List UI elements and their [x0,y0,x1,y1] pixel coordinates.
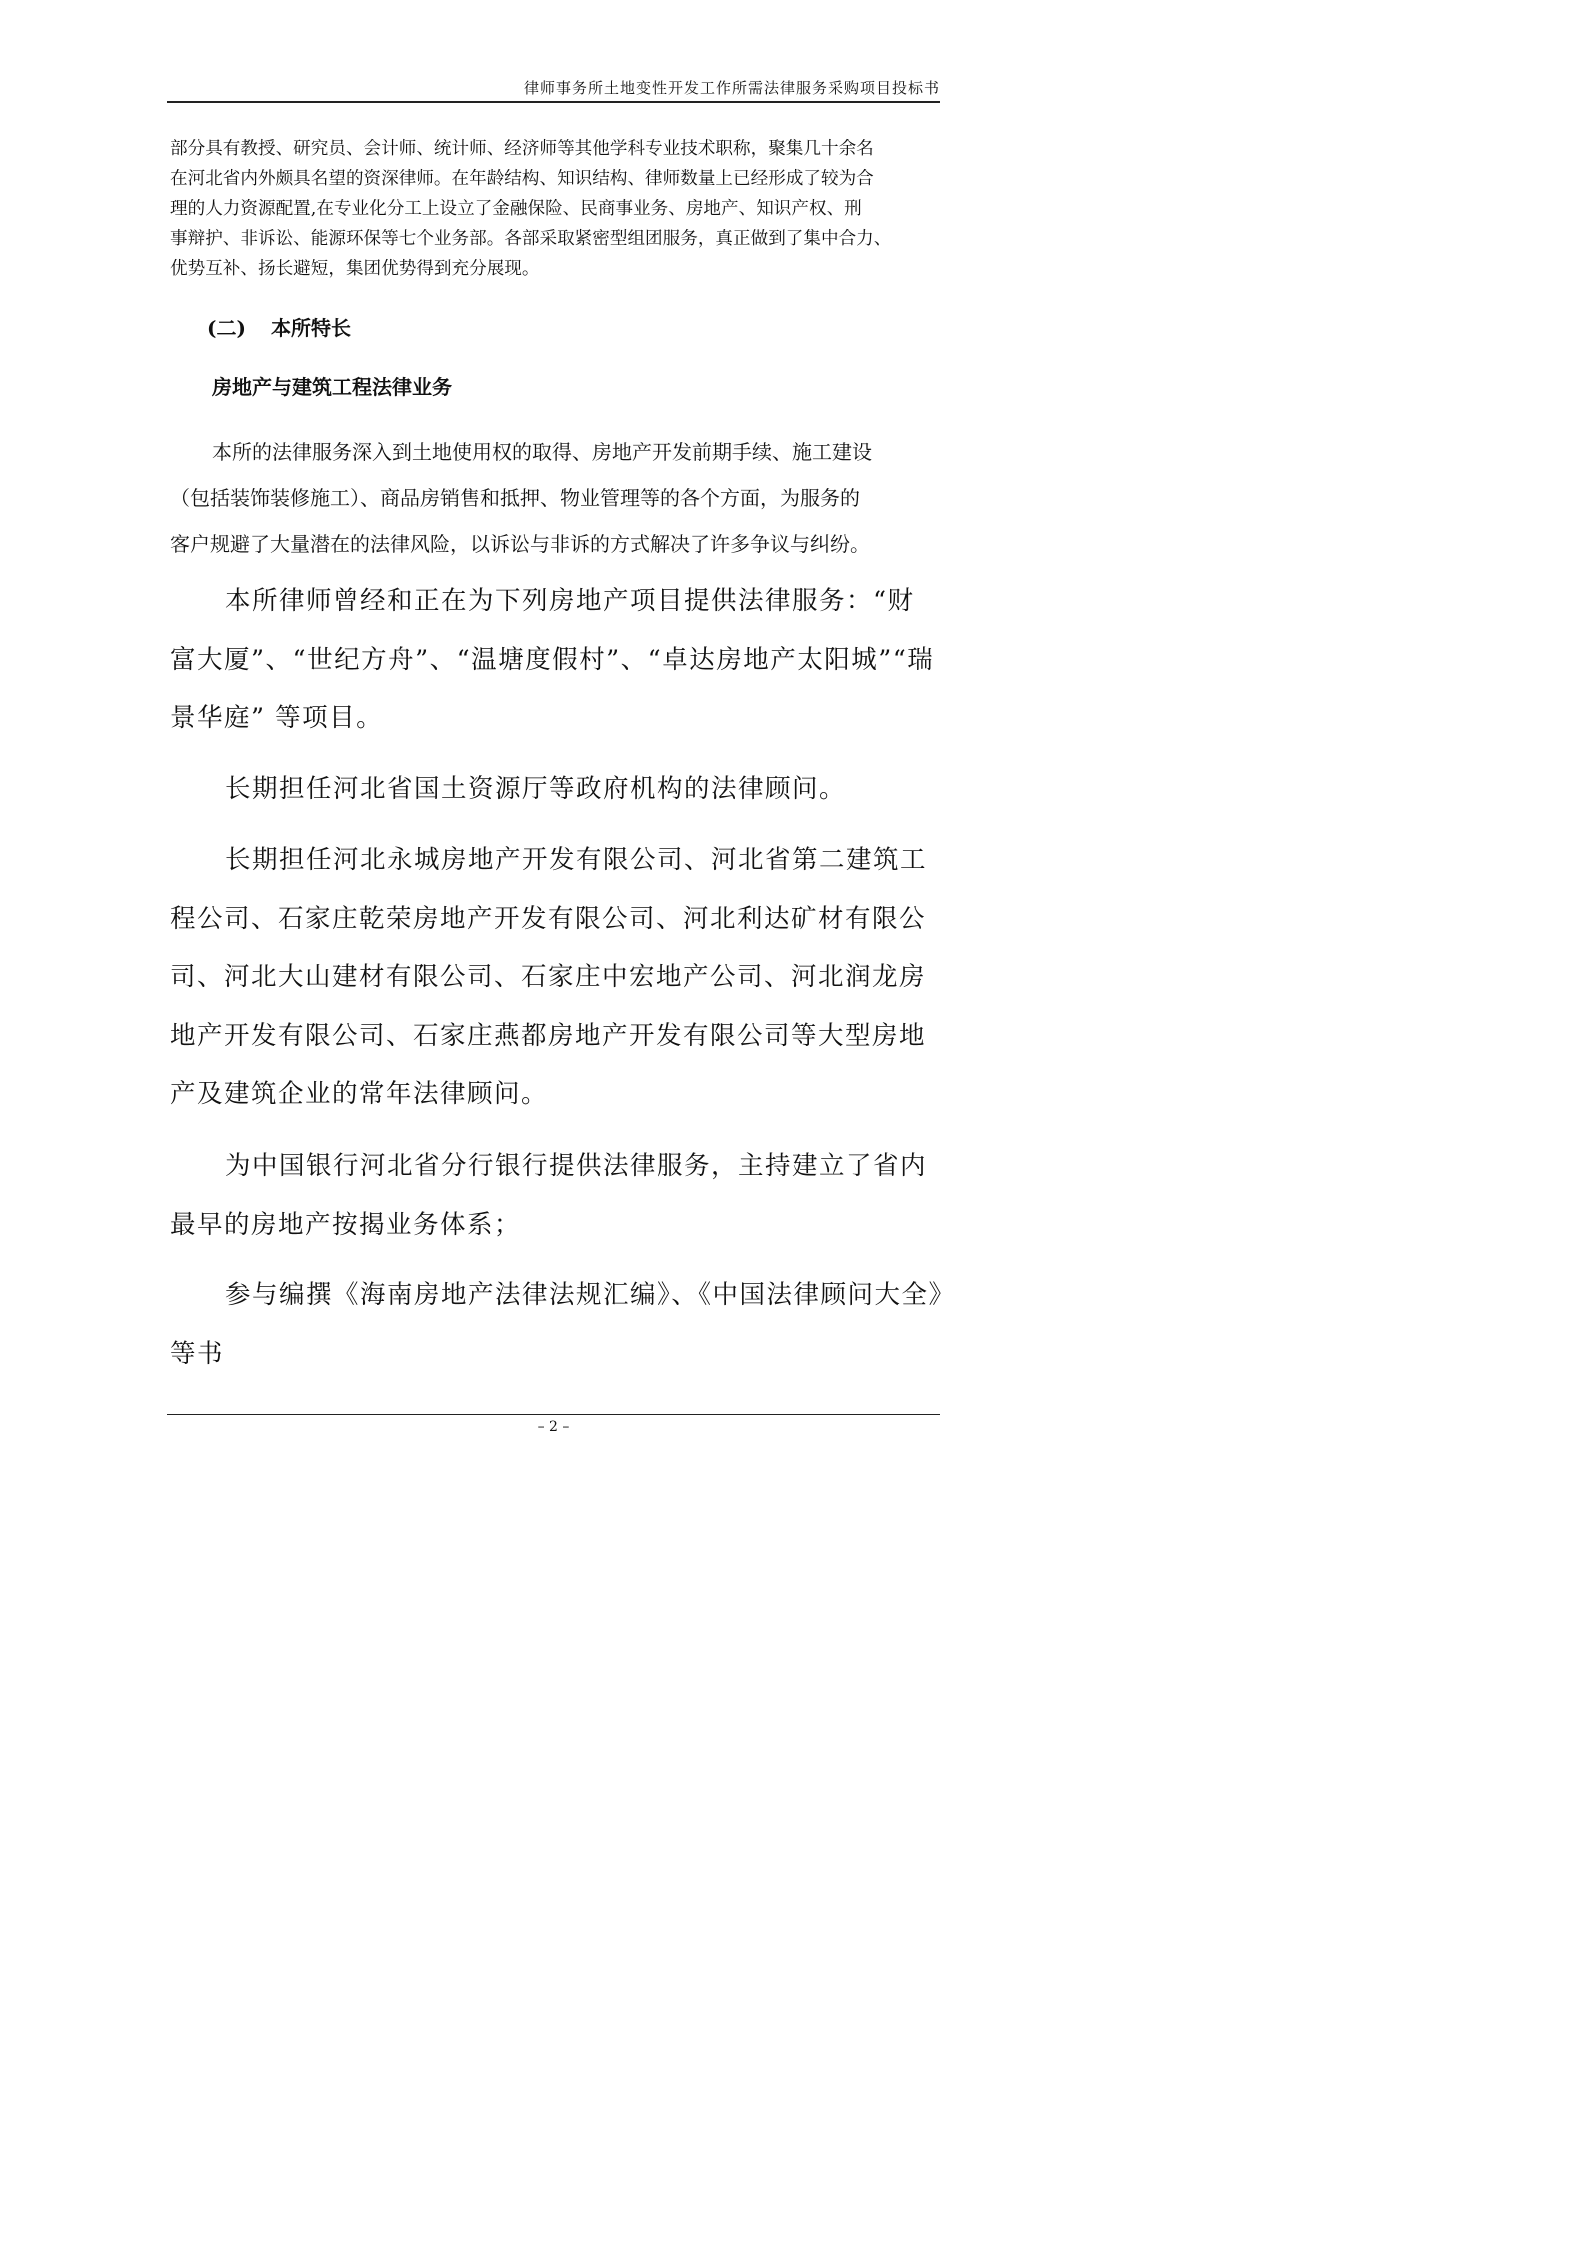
page-number: – 2 – [537,1419,570,1435]
section-heading [207,314,351,342]
publications-paragraph [170,1266,956,1383]
text-line: 理的人力资源配置,在专业化分工上设立了金融保险、民商事业务、房地产、知识产权、刑 [170,199,862,219]
section-title: 本所特长 [271,316,351,340]
header-title: 律师事务所土地变性开发工作所需法律服务采购项目投标书 [523,79,940,97]
text-line: 富大厦”、“世纪方舟”、“温塘度假村”、“卓达房地产太阳城”“瑞 [170,644,935,675]
section-number: (二) [207,316,246,340]
subsection-heading: 房地产与建筑工程法律业务 [212,375,452,399]
header-divider [167,101,940,103]
text-line: （包括装饰装修施工）、商品房销售和抵押、物业管理等的各个方面，为服务的 [170,486,860,510]
text-line: 长期担任河北永城房地产开发有限公司、河北省第二建筑工 [225,845,928,875]
text-line: 在河北省内外颇具名望的资深律师。在年龄结构、知识结构、律师数量上已经形成了较为合 [170,169,874,189]
text-line: 最早的房地产按揭业务体系； [170,1209,522,1240]
bank-service-paragraph [170,1137,940,1254]
corporate-advisor-paragraph [170,831,940,1124]
text-line: 参与编撰《海南房地产法律法规汇编》、《中国法律顾问大全》 [225,1280,956,1310]
text-line: 司、河北大山建材有限公司、石家庄中宏地产公司、河北润龙房 [170,962,927,992]
text-line: 程公司、石家庄乾荣房地产开发有限公司、河北利达矿材有限公 [170,903,927,934]
text-line: 本所律师曾经和正在为下列房地产项目提供法律服务：“财 [225,586,915,616]
service-paragraph [170,429,940,567]
text-line: 为中国银行河北省分行银行提供法律服务，主持建立了省内 [225,1151,928,1181]
intro-paragraph [170,134,940,284]
text-line: 客户规避了大量潜在的法律风险，以诉讼与非诉的方式解决了许多争议与纠纷。 [170,532,870,556]
text-line: 等书 [170,1338,225,1369]
text-line: 产及建筑企业的常年法律顾问。 [170,1079,549,1109]
text-line: 事辩护、非诉讼、能源环保等七个业务部。各部采取紧密型组团服务，真正做到了集中合力、 [170,229,892,249]
text-line: 优势互补、扬长避短，集团优势得到充分展现。 [170,259,540,279]
text-line: 景华庭” 等项目。 [170,703,384,733]
government-advisor-paragraph [170,760,940,819]
text-line: 本所的法律服务深入到土地使用权的取得、房地产开发前期手续、施工建设 [212,440,872,464]
footer-divider [167,1414,940,1415]
text-line: 长期担任河北省国土资源厅等政府机构的法律顾问。 [225,774,847,804]
text-line: 地产开发有限公司、石家庄燕都房地产开发有限公司等大型房地 [170,1020,927,1051]
project-list-paragraph [170,572,940,748]
text-line: 部分具有教授、研究员、会计师、统计师、经济师等其他学科专业技术职称，聚集几十余名 [170,139,874,159]
